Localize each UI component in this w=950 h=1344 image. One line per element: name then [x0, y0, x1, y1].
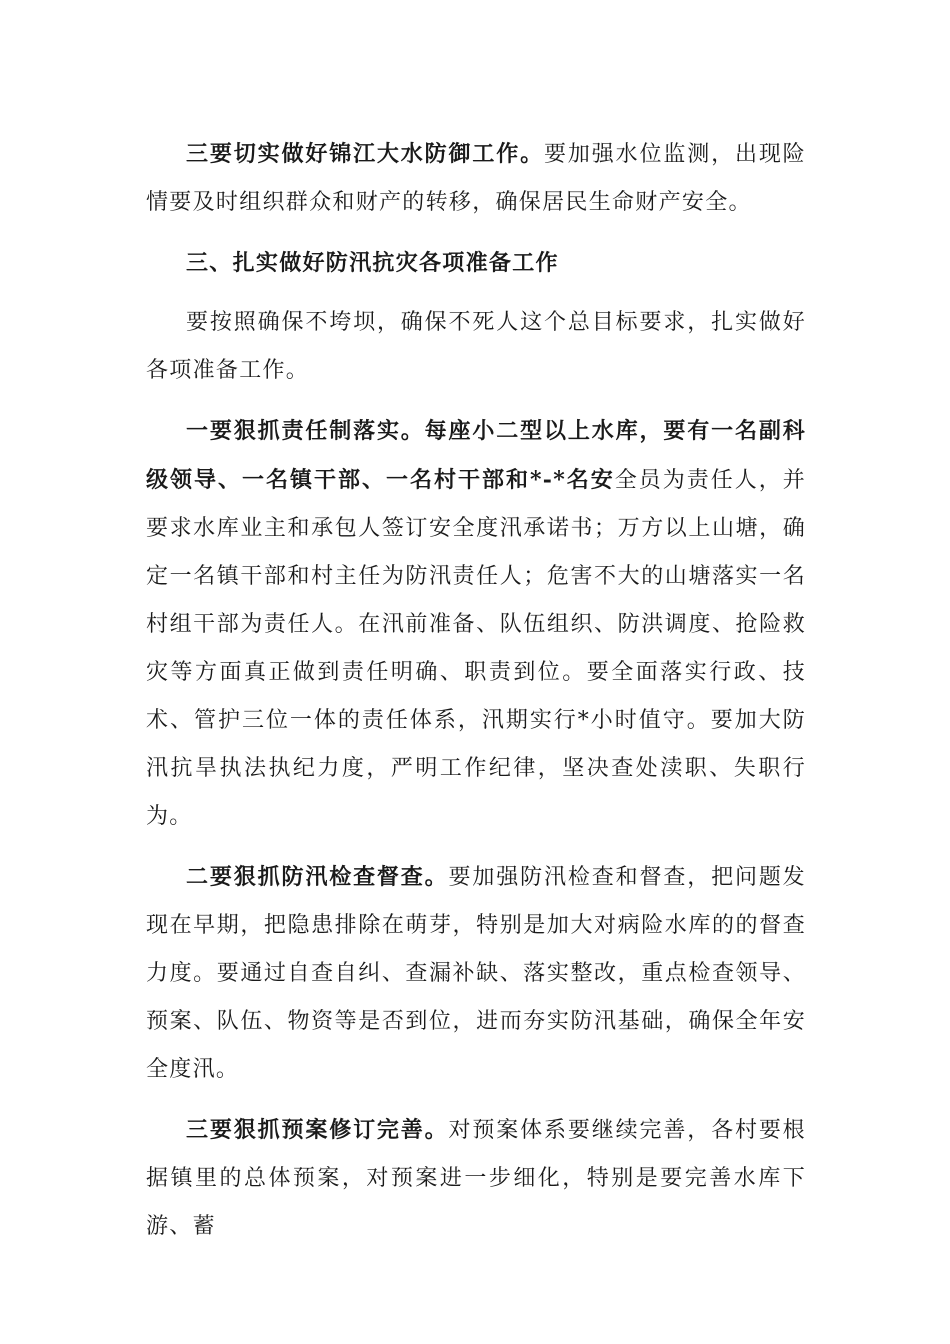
paragraph-lead: 三要切实做好锦江大水防御工作。: [186, 141, 545, 167]
paragraph-inspection-supervision: [146, 853, 806, 1094]
paragraph-jinjiang-flood-defense: [146, 130, 806, 227]
paragraph-lead: 一要狠抓责任制落实。每座小二型以上水库，要有一名副科级领导、一名镇干部、一名村干部和*-*名安: [146, 418, 806, 493]
paragraph-text: 要加强防汛检查和督查，把问题发现在早期，把隐患排除在萌芽，特别是加大对病险水库的的督查力度。要通过自查自纠、查漏补缺、落实整改，重点检查领导、预案、队伍、物资等是否到位，进而夯实防汛基础，确保全年安全度汛。: [146, 865, 806, 1082]
paragraph-lead: 三要狠抓预案修订完善。: [186, 1117, 449, 1143]
paragraph-text: 要加强水位监测，出现险情要及时组织群众和财产的转移，确保居民生命财产安全。: [146, 142, 806, 215]
document-body: [146, 130, 806, 1263]
paragraph-text: 全员为责任人，并要求水库业主和承包人签订安全度汛承诺书；万方以上山塘，确定一名镇干部和村主任为防汛责任人；危害不大的山塘落实一名村组干部为责任人。在汛前准备、队伍组织、防洪调度、抢险救灾等方面真正做到责任明确、职责到位。要全面落实行政、技术、管护三位一体的责任体系，汛期实行*小时值守。要加大防汛抗旱执法执纪力度，严明工作纪律，坚决查处渎职、失职行为。: [146, 468, 806, 829]
paragraph-lead: 二要狠抓防汛检查督查。: [186, 864, 449, 890]
paragraph-plan-revision: [146, 1106, 806, 1251]
paragraph-responsibility-system: [146, 407, 806, 841]
section-heading-3: 三、扎实做好防汛抗灾各项准备工作: [186, 250, 559, 276]
paragraph-text: 要按照确保不垮坝，确保不死人这个总目标要求，扎实做好各项准备工作。: [146, 310, 806, 383]
paragraph-preparation-intro: [146, 299, 806, 395]
paragraph-text: 对预案体系要继续完善，各村要根据镇里的总体预案，对预案进一步细化，特别是要完善水库下游、蓄: [146, 1118, 806, 1239]
